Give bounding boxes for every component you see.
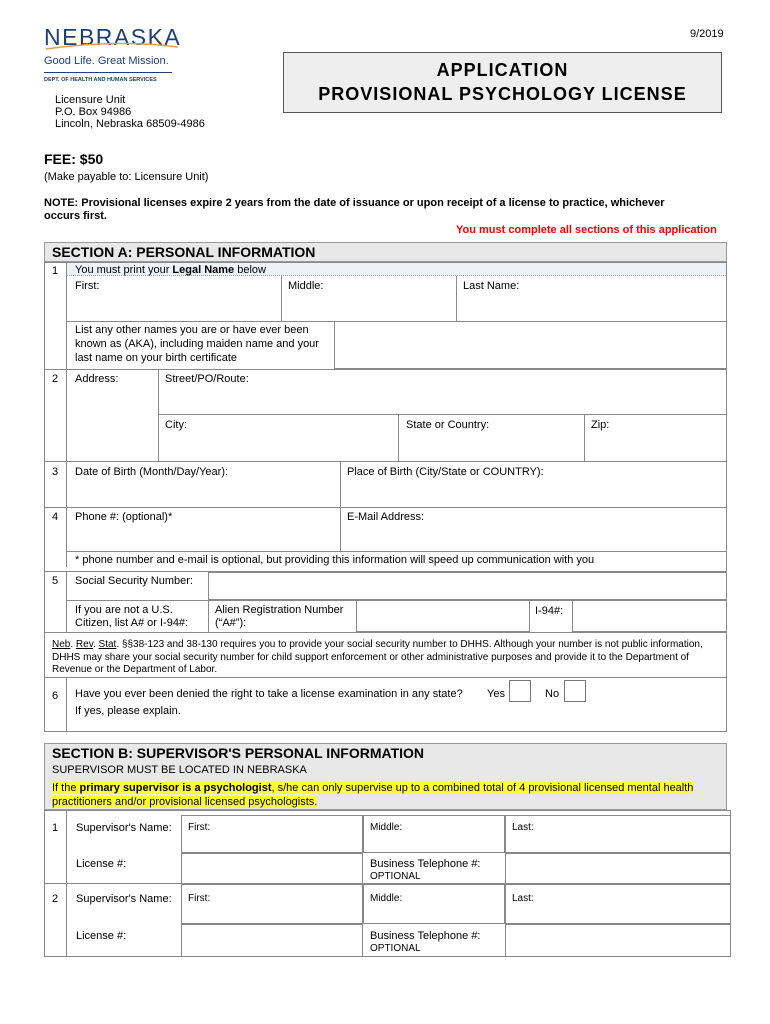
nebraska-logo: [44, 24, 184, 86]
supervisor-1-license-field[interactable]: [181, 853, 363, 884]
supervisor-1-number: 1: [52, 822, 59, 834]
logo-swoosh-icon: [44, 41, 184, 53]
last-name-label: Last Name:: [463, 280, 520, 292]
aka-row-line: [44, 369, 727, 370]
middle-name-field[interactable]: [283, 292, 454, 320]
supervisor-2-first-label: First:: [188, 893, 211, 904]
supervisor-1-last-field[interactable]: [505, 815, 731, 853]
alien-reg-line-1: Alien Registration Number: [215, 604, 344, 616]
phone-field[interactable]: [68, 525, 338, 549]
number-column-divider-2: [66, 572, 67, 632]
statute-line-2: DHHS may share your social security number for child support enforcement or other administrative purposes and provide it to the Department of: [52, 652, 689, 663]
supervisor-2-name-label: Supervisor's Name:: [76, 893, 172, 905]
supervisor-2-optional: OPTIONAL: [370, 943, 421, 954]
state-col-div: [584, 414, 585, 461]
zip-label: Zip:: [591, 419, 610, 431]
statute-row-line: [44, 677, 727, 678]
row-6-number: 6: [52, 690, 59, 702]
phone-col-div: [340, 507, 341, 551]
last-name-field[interactable]: [458, 292, 724, 320]
section-b-header: [44, 743, 727, 810]
address-label: Address:: [75, 373, 119, 385]
legal-name-instruction: You must print your Legal Name below: [75, 264, 266, 276]
supervisor-2-last-label: Last:: [512, 893, 534, 904]
non-citizen-line-1: If you are not a U.S.: [75, 604, 173, 616]
noncit-row-line: [44, 632, 727, 633]
note-line-2: occurs first.: [44, 210, 107, 222]
aka-line-1: List any other names you are or have ever been: [75, 324, 309, 336]
dob-field[interactable]: [68, 480, 338, 505]
title-line-1: APPLICATION: [436, 60, 569, 80]
fee-payable: (Make payable to: Licensure Unit): [44, 171, 209, 183]
section-b-title: SECTION B: SUPERVISOR'S PERSONAL INFORMATION: [52, 745, 425, 761]
logo-tagline: Good Life. Great Mission.: [44, 55, 169, 67]
phone-label: Phone #: (optional)*: [75, 511, 173, 523]
supervisor-1-phone-label: Business Telephone #:: [370, 858, 481, 870]
supervisor-2-license-label: License #:: [76, 930, 127, 942]
aka-line-3: last name on your birth certificate: [75, 352, 238, 364]
statute-line-3: Revenue or the Department of Labor.: [52, 664, 218, 675]
address-row-line: [44, 461, 727, 462]
city-field[interactable]: [160, 432, 396, 459]
dob-label: Date of Birth (Month/Day/Year):: [75, 466, 229, 478]
supervisor-1-name-label: Supervisor's Name:: [76, 822, 172, 834]
yes-label: Yes: [487, 688, 505, 700]
title-line-2: PROVISIONAL PSYCHOLOGY LICENSE: [318, 84, 687, 104]
section-a-title: SECTION A: PERSONAL INFORMATION: [52, 244, 316, 260]
i94-label: I-94#:: [535, 605, 564, 617]
denied-question: Have you ever been denied the right to take a license examination in any state?: [75, 688, 463, 700]
supervisor-2-last-field[interactable]: [505, 884, 731, 924]
title-box: [283, 52, 722, 113]
supervisor-1-phone-field[interactable]: [505, 853, 731, 884]
middle-name-label: Middle:: [288, 280, 324, 292]
note-line-1: NOTE: Provisional licenses expire 2 years from the date of issuance or upon receipt of a license to practice, whichever: [44, 197, 665, 209]
logo-dept: DEPT. OF HEALTH AND HUMAN SERVICES: [44, 77, 157, 83]
street-label: Street/PO/Route:: [165, 373, 249, 385]
row-3-number: 3: [52, 466, 59, 478]
pob-field[interactable]: [342, 480, 725, 505]
pob-label: Place of Birth (City/State or COUNTRY):: [347, 466, 544, 478]
address-col-div: [158, 369, 159, 461]
fee-label: FEE: $50: [44, 151, 104, 167]
supervisor-1-optional: OPTIONAL: [370, 871, 421, 882]
logo-divider: [44, 72, 172, 73]
section-b-note-line-2: practitioners and/or provisional licensed psychologists.: [52, 796, 318, 808]
alien-reg-line-2: (“A#”):: [215, 617, 247, 629]
supervisor-1-first-label: First:: [188, 822, 211, 833]
yes-checkbox[interactable]: [509, 680, 531, 702]
supervisor-2-middle-label: Middle:: [370, 893, 403, 904]
first-name-field[interactable]: [68, 292, 279, 320]
noncit-col-div: [208, 600, 209, 632]
name-col-div-2: [456, 276, 457, 321]
dob-row-line: [44, 507, 727, 508]
number-column-divider-3: [66, 678, 67, 732]
zip-field[interactable]: [586, 432, 725, 459]
supervisor-1-middle-label: Middle:: [370, 822, 403, 833]
address-line-1: Licensure Unit: [55, 94, 126, 106]
section-b-subtitle: SUPERVISOR MUST BE LOCATED IN NEBRASKA: [52, 764, 307, 776]
city-label: City:: [165, 419, 187, 431]
explain-label: If yes, please explain.: [75, 705, 181, 717]
street-field[interactable]: [160, 386, 725, 413]
first-name-label: First:: [75, 280, 100, 292]
aka-field[interactable]: [334, 321, 727, 369]
must-complete-notice: You must complete all sections of this application: [456, 224, 717, 236]
email-field[interactable]: [342, 525, 725, 549]
address-line-3: Lincoln, Nebraska 68509-4986: [55, 118, 205, 130]
section-b-note-line-1: If the primary supervisor is a psychologist, s/he can only supervise up to a combined total of 4 provisional licensed mental health: [52, 782, 694, 794]
address-line-2: P.O. Box 94986: [55, 106, 132, 118]
phone-email-note: * phone number and e-mail is optional, but providing this information will speed up communication with you: [75, 554, 595, 566]
row-5-number: 5: [52, 575, 59, 587]
no-label: No: [545, 688, 560, 700]
dob-col-div: [340, 461, 341, 507]
logo-wordmark: NEBRASKA: [44, 24, 182, 50]
supervisor-1-last-label: Last:: [512, 822, 534, 833]
no-checkbox[interactable]: [564, 680, 586, 702]
i94-field[interactable]: [572, 600, 727, 632]
alien-reg-field[interactable]: [356, 600, 530, 632]
row-1-number: 1: [52, 265, 59, 277]
city-col-div: [398, 414, 399, 461]
state-label: State or Country:: [406, 419, 490, 431]
supervisor-2-number: 2: [52, 893, 59, 905]
aka-line-2: known as (AKA), including maiden name and your: [75, 338, 319, 350]
statute-line-1: Neb. Rev. Stat. §§38-123 and 38-130 requires you to provide your social security number to DHHS. Although your number is not public information,: [52, 639, 703, 650]
ssn-label: Social Security Number:: [75, 575, 193, 587]
explain-field[interactable]: [68, 718, 725, 730]
phone-row-line: [66, 551, 727, 552]
section-a-header: [44, 242, 727, 262]
form-date: 9/2019: [690, 28, 724, 40]
number-column-divider: [66, 262, 67, 567]
ssn-field[interactable]: [208, 572, 727, 600]
supervisor-2-phone-label: Business Telephone #:: [370, 930, 481, 942]
non-citizen-line-2: Citizen, list A# or I-94#:: [75, 617, 189, 629]
state-field[interactable]: [400, 432, 582, 459]
row-4-number: 4: [52, 511, 59, 523]
row-2-number: 2: [52, 373, 59, 385]
supervisor-2-license-field[interactable]: [181, 924, 363, 957]
supervisor-1-license-label: License #:: [76, 858, 127, 870]
supervisor-2-phone-field[interactable]: [505, 924, 731, 957]
name-col-div-1: [281, 276, 282, 321]
email-label: E-Mail Address:: [347, 511, 425, 523]
street-line: [158, 414, 727, 415]
